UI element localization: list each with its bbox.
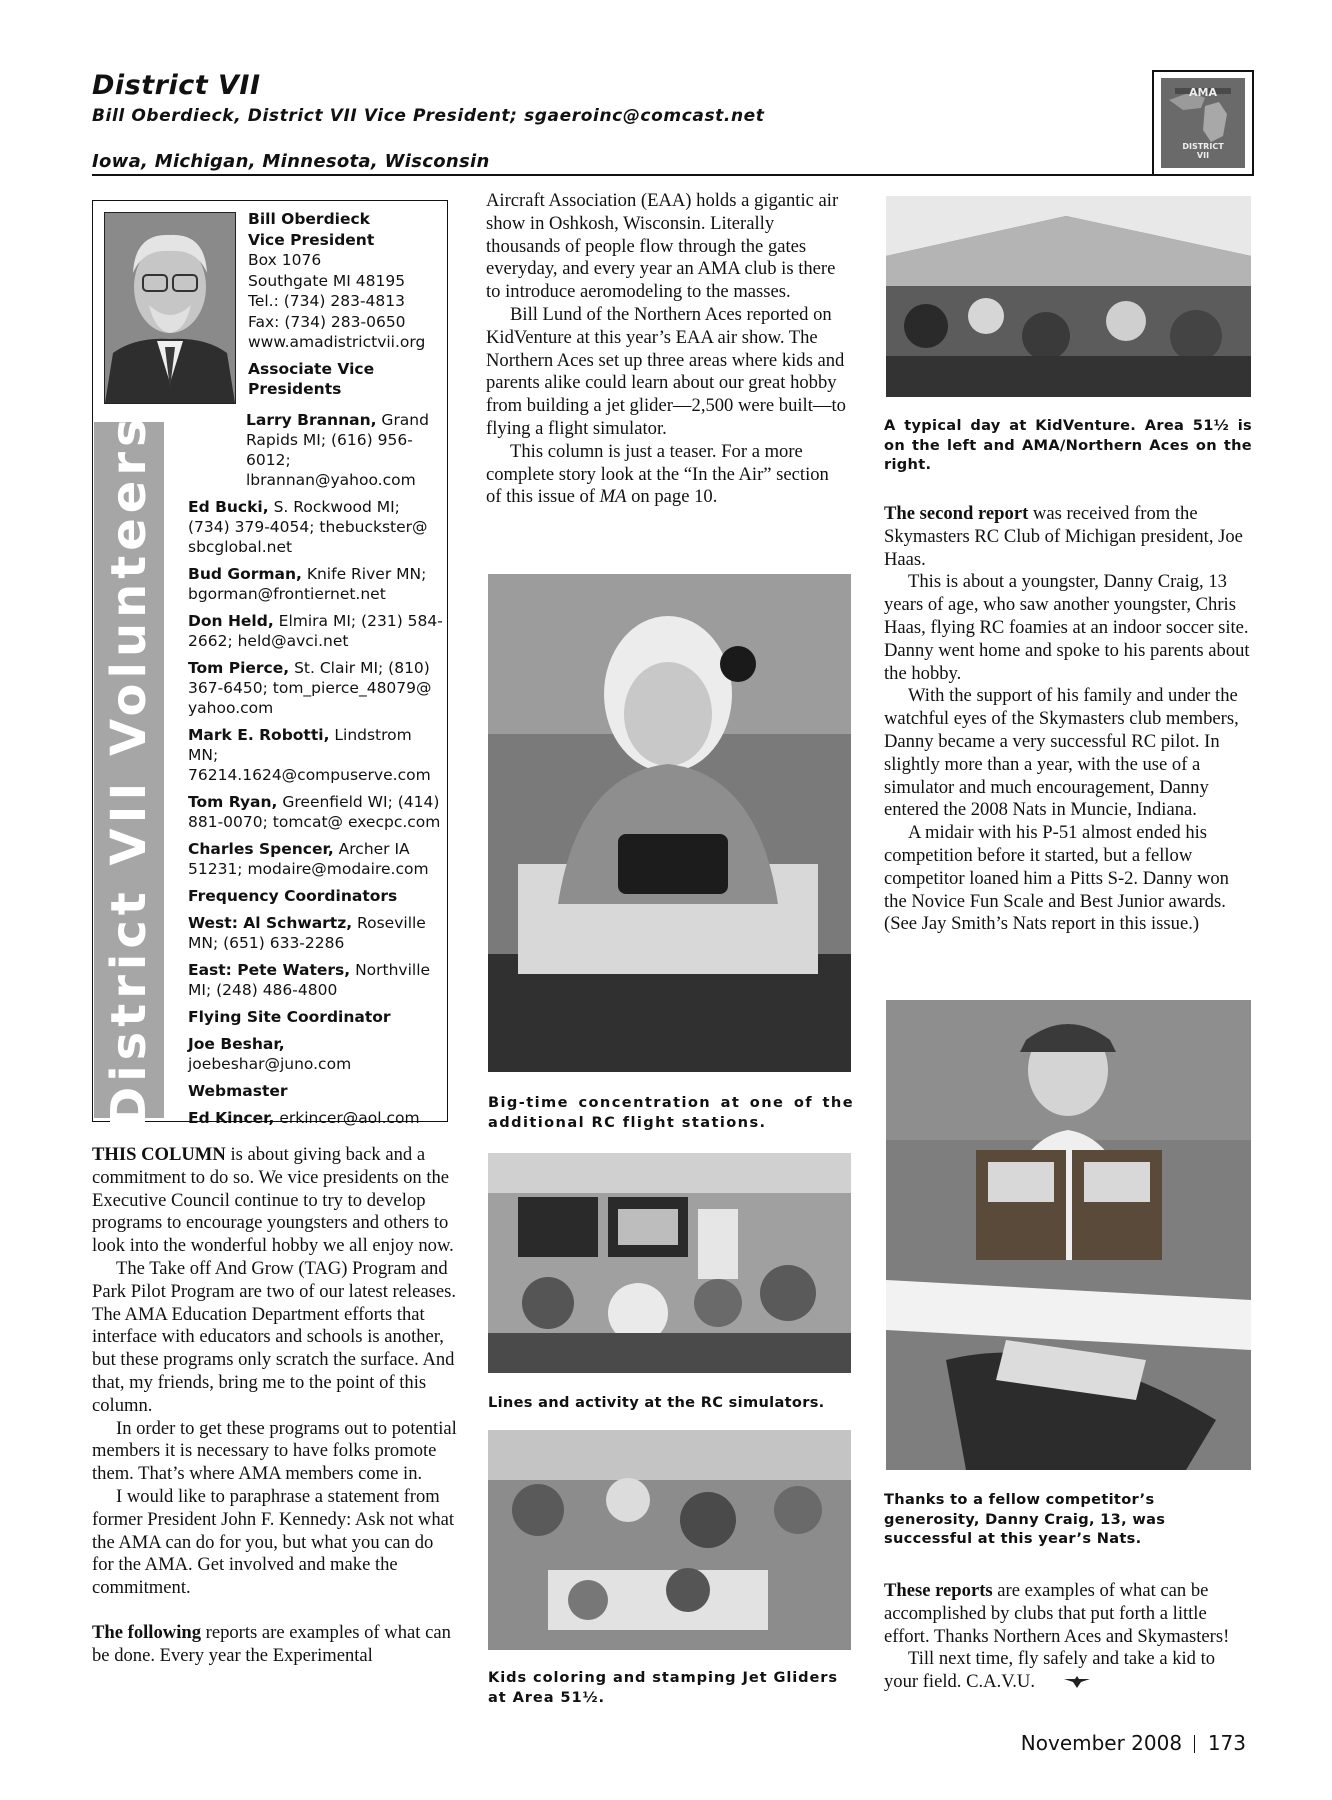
volunteer-entry: Mark E. Robotti, Lindstrom MN; 76214.1624@compuserve.com — [188, 726, 431, 784]
vp-portrait-photo — [104, 212, 236, 404]
vp-tel: Tel.: (734) 283-4813 — [248, 292, 405, 310]
photo-kids-coloring — [488, 1430, 851, 1650]
column-1-text — [92, 1144, 458, 1668]
caption-simulators-photo: Lines and activity at the RC simulators. — [488, 1394, 825, 1411]
district-title: District VII — [92, 70, 261, 101]
volunteer-entry: Don Held, Elmira MI; (231) 584-2662; held@avci.net — [188, 612, 443, 650]
volunteer-list — [188, 410, 444, 1135]
vp-title: Vice President — [248, 230, 375, 249]
logo-district-text: DISTRICT VII — [1182, 142, 1224, 160]
column-2-text — [486, 190, 848, 509]
vice-president-line: Bill Oberdieck, District VII Vice President; sgaeroinc@comcast.net — [92, 106, 765, 126]
volunteer-entry: Joe Beshar, joebeshar@juno.com — [188, 1035, 352, 1073]
volunteer-entry: Ed Bucki, S. Rockwood MI; (734) 379-4054; thebuckster@ sbcglobal.net — [188, 498, 428, 556]
vp-address1: Box 1076 — [248, 251, 322, 269]
paragraph: This column is just a teaser. For a more complete story look at the “In the Air” section of this issue of MA on page 10. — [486, 440, 829, 508]
paragraph: Till next time, fly safely and take a kid to your field. C.A.V.U. — [884, 1648, 1250, 1694]
photo-kidventure-tent — [886, 196, 1251, 397]
caption-boy-photo: Big-time concentration at one of the additional RC flight stations. — [488, 1094, 854, 1131]
column-3-text — [884, 503, 1250, 936]
volunteers-banner — [94, 413, 164, 1127]
paragraph: Aircraft Association (EAA) holds a gigantic air show in Oshkosh, Wisconsin. Literally thousands of people flow through the gates everyday, and every year an AMA club is there to introduce aeromodeling to the masses. — [486, 190, 839, 303]
issue-date: November 2008 — [1020, 1731, 1183, 1755]
paragraph: In order to get these programs out to potential members it is necessary to have folks promote them. That’s where AMA members come in. — [92, 1417, 457, 1485]
page-number: 173 — [1207, 1731, 1246, 1755]
paragraph: These reports are examples of what can be accomplished by clubs that put forth a little effort. Thanks Northern Aces and Skymasters! — [884, 1580, 1230, 1647]
logo-ama-text: AMA — [1189, 86, 1217, 99]
volunteer-entry: Tom Pierce, St. Clair MI; (810) 367-6450; tom_pierce_48079@ yahoo.com — [188, 659, 432, 717]
vp-contact — [248, 209, 443, 400]
paragraph: With the support of his family and under the watchful eyes of the Skymasters club members, Danny became a very successful RC pilot. In slightly more than a year, with the use of a simulator and much encouragement, Danny entered the 2008 Nats in Muncie, Indiana. — [884, 685, 1239, 821]
column-3-closing-text — [884, 1580, 1250, 1694]
paragraph: Bill Lund of the Northern Aces reported on KidVenture at this year’s EAA air show. The Northern Aces set up three areas where kids and parents alike could learn about our great hobby from building a jet glider—2,500 were built—to flying a flight simulator. — [486, 303, 846, 439]
vp-address2: Southgate MI 48195 — [248, 271, 406, 290]
volunteer-entry: Charles Spencer, Archer IA 51231; modaire@modaire.com — [188, 840, 429, 878]
paragraph: The following reports are examples of what can be done. Every year the Experimental — [92, 1621, 451, 1666]
wings-end-icon — [1040, 1672, 1090, 1695]
caption-kids-photo: Kids coloring and stamping Jet Gliders at Area 51½. — [488, 1669, 838, 1706]
footer-divider — [1194, 1735, 1195, 1753]
webmaster-heading: Webmaster — [188, 1082, 288, 1100]
caption-tent-photo: A typical day at KidVenture. Area 51½ is on the left and AMA/Northern Aces on the right. — [884, 417, 1252, 473]
page-footer — [1021, 1731, 1246, 1755]
michigan-map-icon — [1161, 78, 1245, 168]
paragraph: THIS COLUMN is about giving back and a commitment to do so. We vice presidents on the Executive Council continue to try to develop programs to encourage youngsters and others to look into the wonderful hobby we all enjoy now. — [92, 1144, 454, 1257]
photo-rc-simulators — [488, 1153, 851, 1373]
frequency-heading: Frequency Coordinators — [188, 887, 398, 905]
paragraph: I would like to paraphrase a statement from former President John F. Kennedy: Ask not what the AMA can do for you, but what you can do for the AMA. Get involved and make the commitment. — [92, 1485, 455, 1599]
photo-boy-rc-station — [488, 574, 851, 1072]
district-states: Iowa, Michigan, Minnesota, Wisconsin — [92, 151, 490, 172]
paragraph: This is about a youngster, Danny Craig, 13 years of age, who saw another youngster, Chris Haas, flying RC foamies at an indoor soccer site. Danny went home and spoke to his parents about the hobby. — [884, 571, 1250, 684]
vp-fax: Fax: (734) 283-0650 — [248, 312, 406, 331]
volunteer-entry: Bud Gorman, Knife River MN; bgorman@frontiernet.net — [188, 565, 427, 603]
volunteer-entry: Larry Brannan, Grand Rapids MI; (616) 956-6012; lbrannan@yahoo.com — [246, 411, 429, 489]
header-rule — [92, 174, 1152, 176]
photo-danny-craig — [886, 1000, 1251, 1470]
volunteer-entry: Tom Ryan, Greenfield WI; (414) 881-0070; tomcat@ execpc.com — [188, 793, 441, 831]
district-logo — [1152, 70, 1254, 176]
paragraph: The Take off And Grow (TAG) Program and Park Pilot Program are two of our latest releases. The AMA Education Department efforts that interface with educators and schools is another, but these programs only scratch the surface. And that, my friends, bring me to the point of this column. — [92, 1257, 457, 1416]
associates-heading: Associate Vice Presidents — [248, 359, 375, 398]
vp-name: Bill Oberdieck — [248, 210, 370, 228]
volunteers-banner-text: District VII Volunteers — [101, 413, 157, 1127]
vp-website-link[interactable]: www.amadistrictvii.org — [248, 333, 426, 351]
paragraph: A midair with his P-51 almost ended his competition before it started, but a fellow competitor loaned him a Pitts S-2. Danny won the Novice Fun Scale and Best Junior awards. (See Jay Smith’s Nats report in this issue.) — [884, 822, 1229, 935]
paragraph: The second report was received from the Skymasters RC Club of Michigan president, Joe Haas. — [884, 503, 1243, 570]
volunteer-entry: West: Al Schwartz, Roseville MN; (651) 633-2286 — [188, 914, 426, 952]
volunteer-entry: Ed Kincer, erkincer@aol.com — [188, 1109, 420, 1127]
volunteer-entry: East: Pete Waters, Northville MI; (248) 486-4800 — [188, 961, 431, 999]
caption-danny-photo: Thanks to a fellow competitor’s generosity, Danny Craig, 13, was successful at this year’s Nats. — [884, 1491, 1166, 1547]
flying-site-heading: Flying Site Coordinator — [188, 1008, 391, 1026]
